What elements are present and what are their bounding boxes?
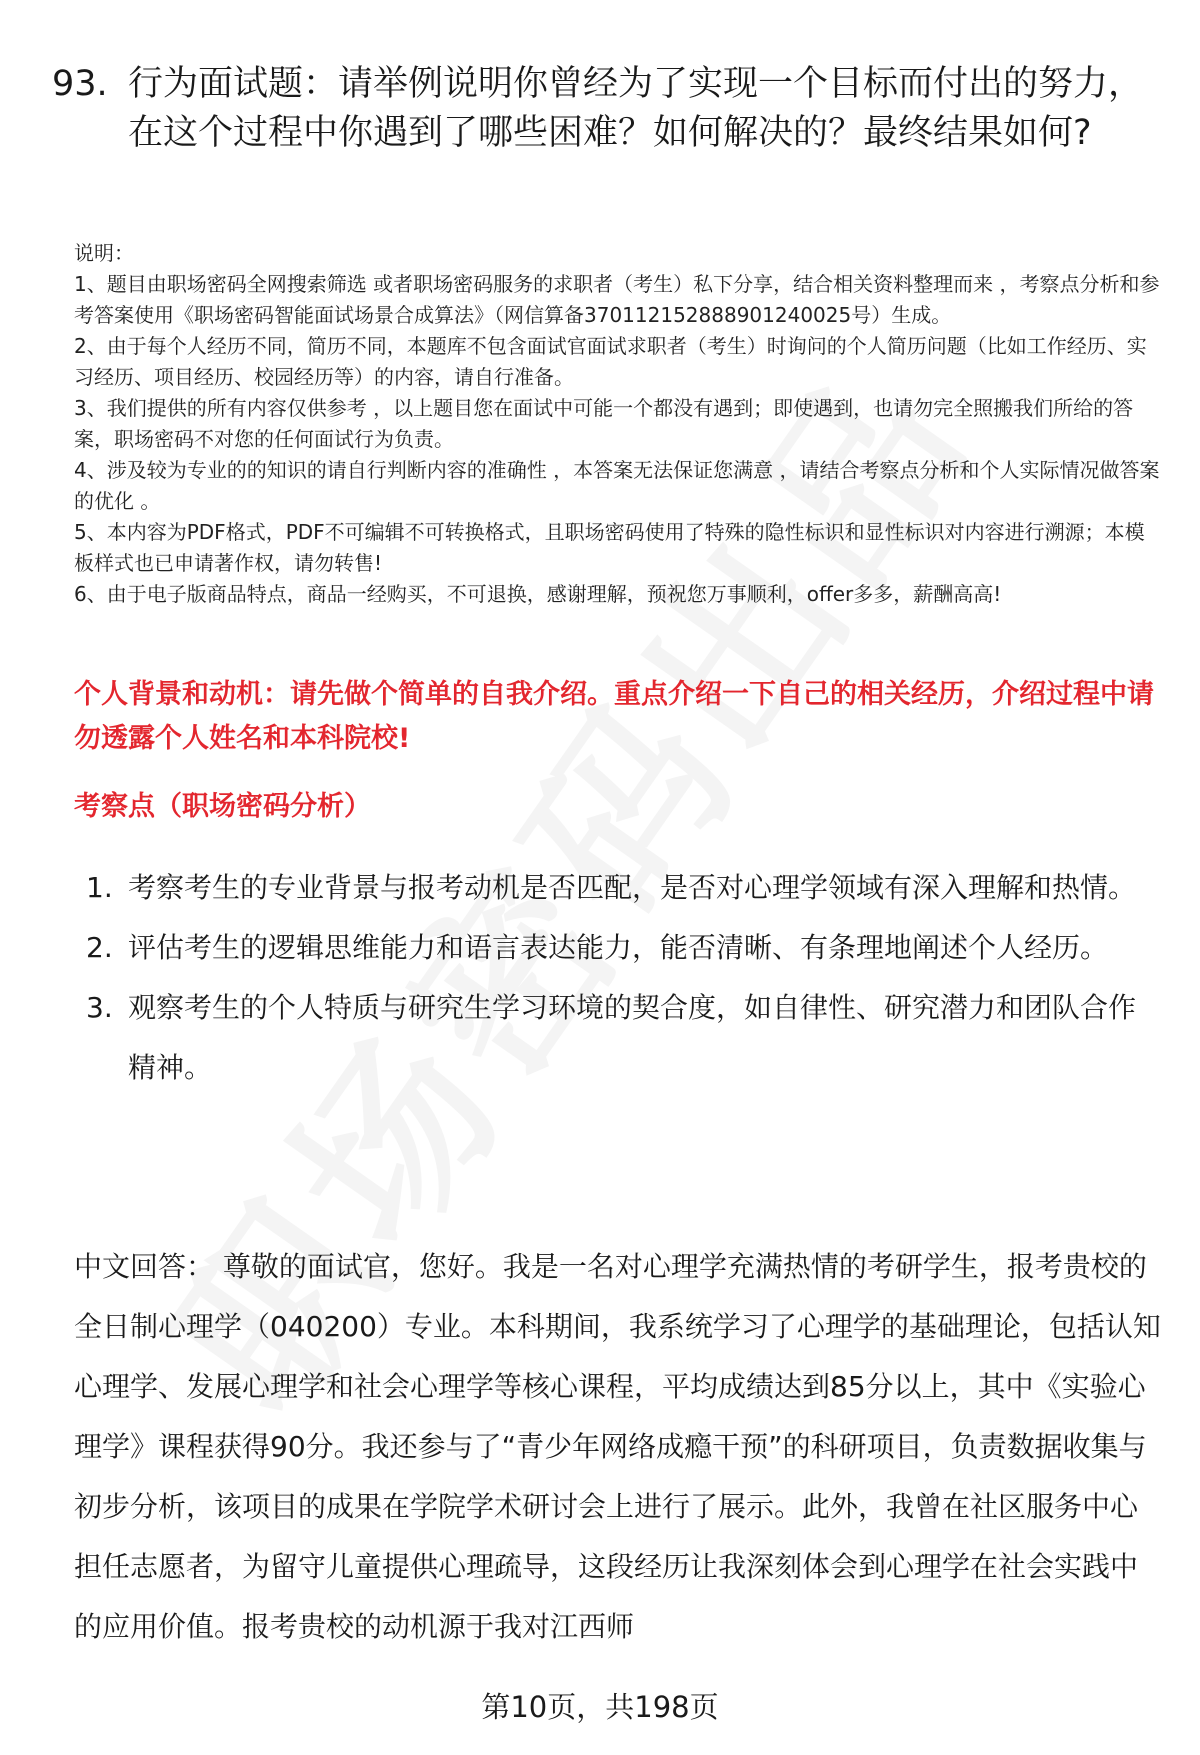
- note-item: 4、涉及较为专业的的知识的请自行判断内容的准确性 ，本答案无法保证您满意 ，请结合考察点分析和个人实际情况做答案的优化 。: [74, 458, 1160, 513]
- point-text: 评估考生的逻辑思维能力和语言表达能力，能否清晰、有条理地阐述个人经历。: [128, 931, 1109, 964]
- point-number: 2.: [86, 931, 113, 964]
- answer-text: 中文回答： 尊敬的面试官，您好。我是一名对心理学充满热情的考研学生，报考贵校的全日制心理学（040200）专业。本科期间，我系统学习了心理学的基础理论，包括认知心理学、发展心理学和社会心理学等核心课程，平均成绩达到85分以上，其中《实验心理学》课程获得90分。我还参与了“青少年网络成瘾干预”的科研项目，负责数据收集与初步分析，该项目的成果在学院学术研讨会上进行了展示。此外，我曾在社区服务中心担任志愿者，为留守儿童提供心理疏导，这段经历让我深刻体会到心理学在社会实践中的应用价值。报考贵校的动机源于我对江西师: [74, 1250, 1161, 1643]
- note-item: 3、我们提供的所有内容仅供参考 ，以上题目您在面试中可能一个都没有遇到；即使遇到，也请勿完全照搬我们所给的答案，职场密码不对您的任何面试行为负责。: [74, 396, 1134, 451]
- notes-block: [74, 238, 1164, 610]
- analysis-points: [86, 858, 1156, 1098]
- point-number: 1.: [86, 871, 113, 904]
- analysis-heading: 考察点（职场密码分析）: [74, 791, 371, 822]
- page-footer: 第10页，共198页: [481, 1690, 719, 1724]
- note-item: 1、题目由职场密码全网搜索筛选 或者职场密码服务的求职者（考生）私下分享，结合相关资料整理而来 ，考察点分析和参考答案使用《职场密码智能面试场景合成算法》（网信算备370112152888901240025号）生成。: [74, 272, 1160, 327]
- analysis-point: [86, 858, 1156, 918]
- notes-heading: 说明：: [74, 241, 134, 265]
- section-question: 个人背景和动机：请先做个简单的自我介绍。重点介绍一下自己的相关经历，介绍过程中请勿透露个人姓名和本科院校!: [74, 679, 1154, 754]
- point-number: 3.: [86, 991, 113, 1024]
- point-text: 考察考生的专业背景与报考动机是否匹配，是否对心理学领域有深入理解和热情。: [128, 871, 1137, 904]
- point-text: 观察考生的个人特质与研究生学习环境的契合度，如自律性、研究潜力和团队合作精神。: [128, 991, 1137, 1084]
- question-title: [52, 60, 1152, 158]
- answer-block: [74, 1237, 1164, 1657]
- note-item: 5、本内容为PDF格式，PDF不可编辑不可转换格式，且职场密码使用了特殊的隐性标识和显性标识对内容进行溯源；本模板样式也已申请著作权，请勿转售!: [74, 520, 1145, 575]
- question-text: 行为面试题：请举例说明你曾经为了实现一个目标而付出的努力，在这个过程中你遇到了哪些困难？如何解决的？最终结果如何?: [128, 64, 1144, 153]
- analysis-point: [86, 918, 1156, 978]
- note-item: 2、由于每个人经历不同，简历不同，本题库不包含面试官面试求职者（考生）时询问的个人简历问题（比如工作经历、实习经历、项目经历、校园经历等）的内容，请自行准备。: [74, 334, 1147, 389]
- analysis-point: [86, 978, 1156, 1098]
- question-number: 93.: [52, 64, 108, 104]
- note-item: 6、由于电子版商品特点，商品一经购买，不可退换，感谢理解，预祝您万事顺利，offer多多，薪酬高高!: [74, 582, 1002, 606]
